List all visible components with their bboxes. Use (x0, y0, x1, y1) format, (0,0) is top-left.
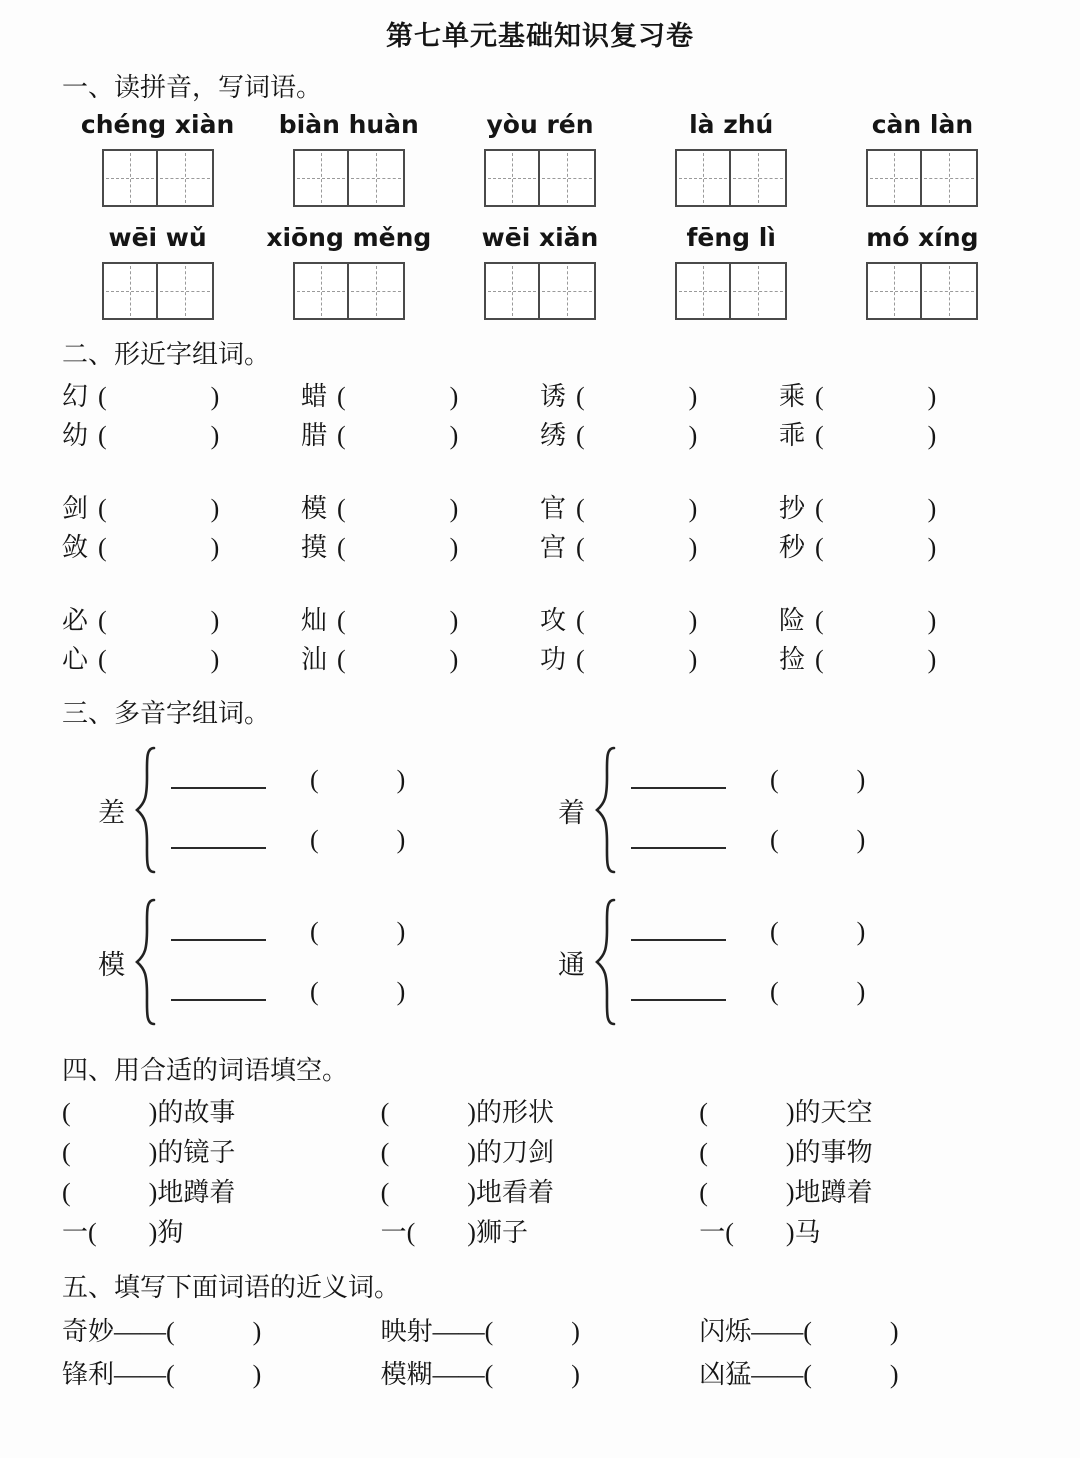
fill-blank-item: 一( )马 (699, 1218, 821, 1247)
pinyin-grid-column (827, 110, 1018, 207)
fill-blank-item: ( )的形状 (380, 1098, 554, 1127)
grid-cell (295, 151, 349, 205)
polyphone-line (631, 765, 865, 795)
pinyin-grid-column (827, 223, 1018, 320)
polyphone-lines (171, 917, 405, 1007)
answer-parens: ( ) (98, 382, 220, 411)
grid-cell (486, 151, 540, 205)
base-char: 蜡 (301, 382, 328, 411)
base-char: 幻 (62, 382, 89, 411)
writing-grid (484, 149, 596, 207)
char-pair (779, 377, 1018, 416)
pinyin-label: xiōng měng (266, 223, 432, 252)
pinyin-grid-column (444, 110, 635, 207)
answer-parens: ( ) (815, 494, 937, 523)
answer-blank-line (171, 999, 266, 1001)
char-pair (301, 601, 540, 640)
fill-blank-item: 一( )狮子 (380, 1218, 528, 1247)
grid-cell (677, 264, 731, 318)
char-pair (540, 377, 779, 416)
curly-brace-icon (593, 896, 617, 1028)
fill-blank-line (62, 1133, 1018, 1173)
char-pair (62, 489, 301, 528)
answer-parens: ( ) (337, 533, 459, 562)
base-char: 乖 (779, 421, 806, 450)
answer-parens: ( ) (337, 382, 459, 411)
char-pair (779, 601, 1018, 640)
base-char: 心 (62, 645, 89, 674)
base-char: 摸 (301, 533, 328, 562)
pinyin-grid-column (62, 110, 253, 207)
answer-parens: ( ) (770, 977, 866, 1006)
char-pair (62, 377, 301, 416)
fill-blank-item: ( )的事物 (699, 1138, 873, 1167)
polyphone-char: 差 (98, 797, 125, 828)
grid-cell (922, 264, 976, 318)
answer-parens: ( ) (770, 825, 866, 854)
grid-cell (868, 151, 922, 205)
polyphone-char: 通 (558, 949, 585, 980)
synonym-item: 闪烁——( ) (699, 1317, 899, 1346)
answer-parens: ( ) (337, 606, 459, 635)
section-3-heading: 三、多音字组词。 (62, 699, 271, 728)
synonym-item: 锋利——( ) (62, 1360, 262, 1389)
char-pair (779, 640, 1018, 679)
char-pair-row (62, 416, 1018, 455)
base-char: 灿 (301, 606, 328, 635)
grid-cell (349, 151, 403, 205)
grid-cell (540, 151, 594, 205)
base-char: 剑 (62, 494, 89, 523)
base-char: 险 (779, 606, 806, 635)
answer-blank-line (171, 939, 266, 941)
pinyin-grid-row-1 (62, 110, 1018, 207)
base-char: 绣 (540, 421, 567, 450)
polyphone-line (631, 917, 865, 947)
synonym-item: 凶猛——( ) (699, 1360, 899, 1389)
base-char: 敛 (62, 533, 89, 562)
section-1-heading: 一、读拼音，写词语。 (62, 73, 323, 102)
pinyin-grid-column (253, 110, 444, 207)
grid-cell (731, 151, 785, 205)
section-2-heading: 二、形近字组词。 (62, 340, 271, 369)
char-pair (301, 640, 540, 679)
grid-cell (104, 264, 158, 318)
polyphone-line (171, 765, 405, 795)
char-pair (301, 489, 540, 528)
answer-parens: ( ) (576, 421, 698, 450)
answer-parens: ( ) (98, 421, 220, 450)
polyphone-line (171, 977, 405, 1007)
base-char: 功 (540, 645, 567, 674)
answer-parens: ( ) (337, 494, 459, 523)
fill-blank-item: ( )的天空 (699, 1098, 873, 1127)
answer-parens: ( ) (337, 421, 459, 450)
writing-grid (293, 262, 405, 320)
char-pair (779, 528, 1018, 567)
fill-blank-line (62, 1213, 1018, 1253)
char-pair (301, 377, 540, 416)
base-char: 幼 (62, 421, 89, 450)
polyphone-group (558, 888, 1018, 1036)
char-pair (540, 640, 779, 679)
char-pair-row (62, 377, 1018, 416)
writing-grid (293, 149, 405, 207)
synonym-item: 模糊——( ) (380, 1360, 580, 1389)
pinyin-label: là zhú (689, 110, 774, 139)
answer-parens: ( ) (310, 825, 406, 854)
polyphone-line (631, 825, 865, 855)
fill-blank-line (62, 1173, 1018, 1213)
char-pair (62, 601, 301, 640)
writing-grid (484, 262, 596, 320)
base-char: 乘 (779, 382, 806, 411)
pinyin-grid-column (636, 110, 827, 207)
answer-parens: ( ) (576, 606, 698, 635)
grid-cell (486, 264, 540, 318)
char-pair (62, 640, 301, 679)
synonym-row (62, 1353, 1018, 1396)
pinyin-label: wēi xiǎn (481, 223, 599, 252)
base-char: 诱 (540, 382, 567, 411)
polyphone-char: 模 (98, 949, 125, 980)
fill-blank-item: ( )的故事 (62, 1098, 236, 1127)
grid-cell (922, 151, 976, 205)
base-char: 宫 (540, 533, 567, 562)
grid-cell (731, 264, 785, 318)
answer-parens: ( ) (576, 494, 698, 523)
polyphone-lines (631, 765, 865, 855)
char-pair-row (62, 601, 1018, 640)
grid-cell (540, 264, 594, 318)
answer-parens: ( ) (815, 382, 937, 411)
section-5-heading: 五、填写下面词语的近义词。 (62, 1273, 401, 1302)
char-pair-row (62, 640, 1018, 679)
base-char: 秒 (779, 533, 806, 562)
fill-blank-item: 一( )狗 (62, 1218, 184, 1247)
base-char: 捡 (779, 645, 806, 674)
curly-brace-icon (133, 896, 157, 1028)
answer-parens: ( ) (337, 645, 459, 674)
answer-parens: ( ) (310, 977, 406, 1006)
answer-parens: ( ) (815, 533, 937, 562)
answer-parens: ( ) (815, 606, 937, 635)
pinyin-grid-column (253, 223, 444, 320)
base-char: 模 (301, 494, 328, 523)
char-pair (540, 416, 779, 455)
answer-parens: ( ) (815, 645, 937, 674)
char-pair (540, 489, 779, 528)
base-char: 攻 (540, 606, 567, 635)
char-pair-row (62, 528, 1018, 567)
char-pair-row (62, 489, 1018, 528)
polyphone-lines (171, 765, 405, 855)
answer-parens: ( ) (576, 533, 698, 562)
char-pair (779, 489, 1018, 528)
polyphone-group (98, 736, 558, 884)
section-4-heading: 四、用合适的词语填空。 (62, 1056, 349, 1085)
pinyin-label: chéng xiàn (80, 110, 235, 139)
pinyin-label: mó xíng (866, 223, 979, 252)
grid-cell (104, 151, 158, 205)
fill-blank-item: ( )地看着 (380, 1178, 554, 1207)
grid-cell (295, 264, 349, 318)
synonym-item: 映射——( ) (380, 1317, 580, 1346)
grid-cell (868, 264, 922, 318)
char-pair (301, 416, 540, 455)
worksheet-title: 第七单元基础知识复习卷 (386, 21, 694, 51)
writing-grid (675, 149, 787, 207)
curly-brace-icon (133, 744, 157, 876)
pinyin-label: biàn huàn (278, 110, 419, 139)
fill-blank-line (62, 1093, 1018, 1133)
base-char: 腊 (301, 421, 328, 450)
answer-parens: ( ) (576, 645, 698, 674)
fill-blank-item: ( )地蹲着 (699, 1178, 873, 1207)
pinyin-label: càn làn (871, 110, 974, 139)
polyphone-char: 着 (558, 797, 585, 828)
grid-cell (349, 264, 403, 318)
answer-blank-line (171, 847, 266, 849)
fill-blank-item: ( )的刀剑 (380, 1138, 554, 1167)
base-char: 汕 (301, 645, 328, 674)
grid-cell (158, 151, 212, 205)
answer-parens: ( ) (310, 765, 406, 794)
writing-grid (866, 262, 978, 320)
base-char: 必 (62, 606, 89, 635)
polyphone-group (558, 736, 1018, 884)
char-pair (62, 528, 301, 567)
answer-parens: ( ) (576, 382, 698, 411)
polyphone-line (171, 825, 405, 855)
answer-parens: ( ) (770, 917, 866, 946)
answer-parens: ( ) (98, 645, 220, 674)
pinyin-label: yòu rén (486, 110, 594, 139)
fill-blank-item: ( )地蹲着 (62, 1178, 236, 1207)
char-pair (540, 528, 779, 567)
char-pair (62, 416, 301, 455)
polyphone-lines (631, 917, 865, 1007)
answer-blank-line (631, 939, 726, 941)
pinyin-grid-column (62, 223, 253, 320)
pinyin-grid-row-2 (62, 223, 1018, 320)
answer-blank-line (631, 787, 726, 789)
base-char: 抄 (779, 494, 806, 523)
pinyin-grid-column (636, 223, 827, 320)
answer-blank-line (171, 787, 266, 789)
writing-grid (102, 149, 214, 207)
answer-blank-line (631, 847, 726, 849)
answer-blank-line (631, 999, 726, 1001)
polyphone-group (98, 888, 558, 1036)
answer-parens: ( ) (310, 917, 406, 946)
answer-parens: ( ) (98, 606, 220, 635)
synonym-item: 奇妙——( ) (62, 1317, 262, 1346)
polyphone-line (631, 977, 865, 1007)
answer-parens: ( ) (98, 494, 220, 523)
writing-grid (866, 149, 978, 207)
pinyin-grid-column (444, 223, 635, 320)
char-pair (779, 416, 1018, 455)
answer-parens: ( ) (770, 765, 866, 794)
char-pair (301, 528, 540, 567)
synonym-row (62, 1310, 1018, 1353)
curly-brace-icon (593, 744, 617, 876)
fill-blank-item: ( )的镜子 (62, 1138, 236, 1167)
grid-cell (158, 264, 212, 318)
grid-cell (677, 151, 731, 205)
writing-grid (102, 262, 214, 320)
answer-parens: ( ) (815, 421, 937, 450)
answer-parens: ( ) (98, 533, 220, 562)
pinyin-label: fēng lì (686, 223, 776, 252)
polyphone-line (171, 917, 405, 947)
writing-grid (675, 262, 787, 320)
polyphone-section (62, 736, 1018, 1036)
base-char: 官 (540, 494, 567, 523)
char-pair (540, 601, 779, 640)
pinyin-label: wēi wǔ (108, 223, 207, 252)
